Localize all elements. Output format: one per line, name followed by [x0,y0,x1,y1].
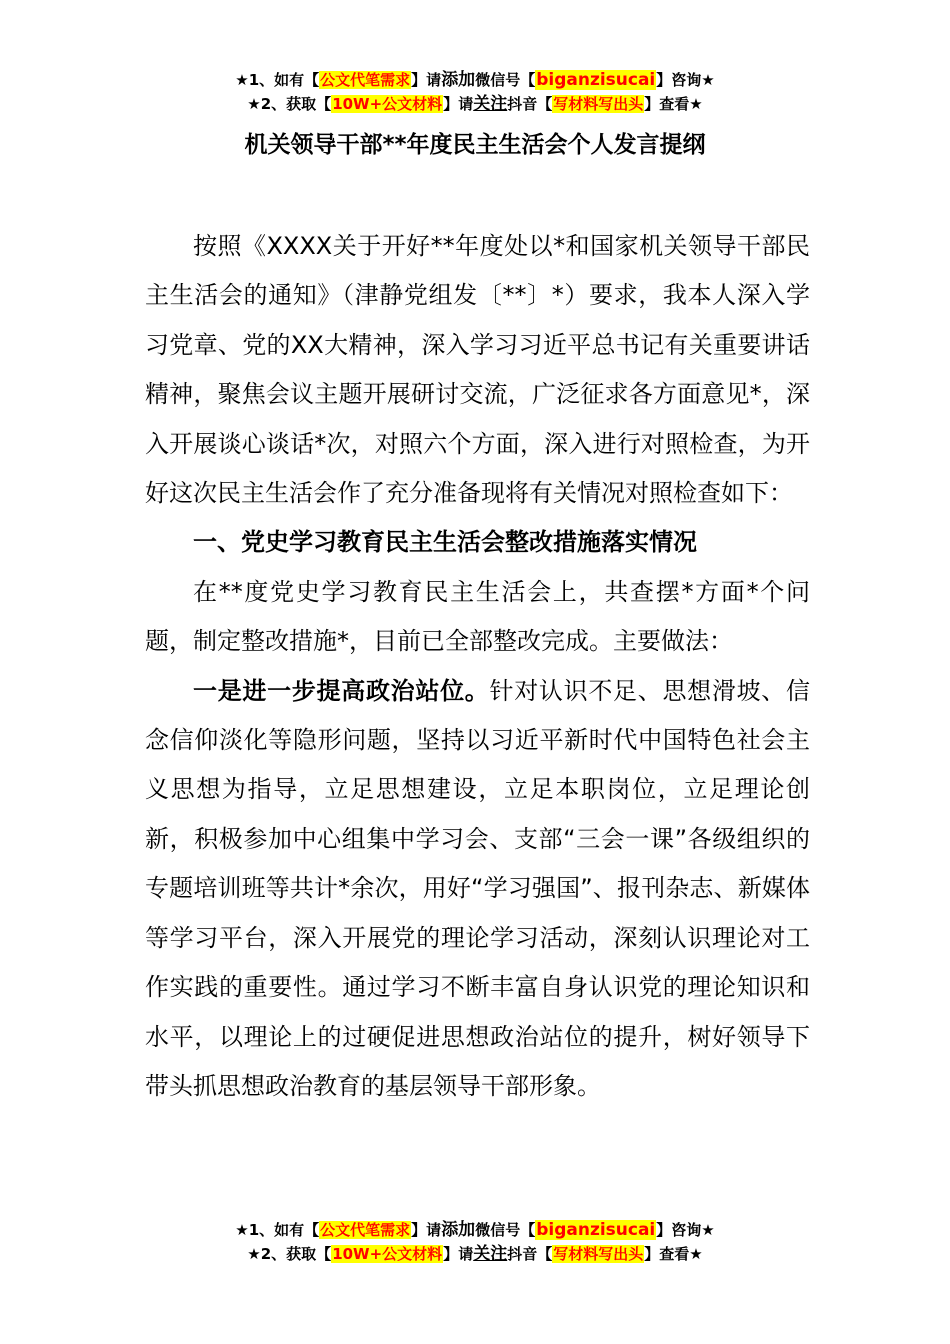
highlight-materials: 10W+公文材料 [332,95,443,113]
summary-paragraph: 在**度党史学习教育民主生活会上，共查摆*方面*个问题，制定整改措施*，目前已全部整改完成。主要做法： [145,577,810,656]
emphasis-text: 关注 [473,94,508,114]
highlight-materials: 10W+公文材料 [332,1245,443,1263]
promo-text: 抖音【 [507,95,553,113]
measure-paragraph [145,667,810,1112]
document-body [145,222,810,1111]
highlight-wechat-id: biganzisucai [536,70,656,90]
promo-line-1 [0,1218,950,1242]
promo-text: 】查看★ [644,1245,703,1263]
highlight-service: 公文代笔需求 [320,1221,411,1239]
intro-paragraph: 按照《XXXX关于开好**年度处以*和国家机关领导干部民主生活会的通知》（津静党组发〔**〕*）要求，我本人深入学习党章、党的XX大精神，深入学习习近平总书记有关重要讲话精神，聚焦会议主题开展研讨交流，广泛征求各方面意见*，深入开展谈心谈话*次，对照六个方面，深入进行对照检查，为开好这次民主生活会作了充分准备现将有关情况对照检查如下： [145,232,810,508]
highlight-douyin-account: 写材料写出头 [553,95,644,113]
promo-text: 1、如有【 [248,71,320,89]
promo-text: 】请 [411,71,442,89]
emphasis-text: 添加 [441,1220,476,1240]
promo-line-2 [0,92,950,116]
star-icon: ★ [247,1245,261,1263]
star-icon: ★ [235,71,249,89]
promo-text: 】咨询★ [656,1221,715,1239]
highlight-service: 公文代笔需求 [320,71,411,89]
promo-text: 1、如有【 [248,1221,320,1239]
emphasis-text: 关注 [473,1244,508,1264]
highlight-douyin-account: 写材料写出头 [553,1245,644,1263]
promo-text: 】咨询★ [656,71,715,89]
promo-text: 微信号【 [475,1221,536,1239]
promo-text: 】请 [443,1245,474,1263]
star-icon: ★ [247,95,261,113]
bottom-promo-banner [0,1218,950,1266]
emphasis-text: 添加 [441,70,476,90]
document-title: 机关领导干部**年度民主生活会个人发言提纲 [244,132,706,158]
promo-text: 抖音【 [507,1245,553,1263]
promo-text: 2、获取【 [260,1245,332,1263]
measure-lead: 一是进一步提高政治站位。 [193,676,490,705]
measure-body: 针对认识不足、思想滑坡、信念信仰淡化等隐形问题，坚持以习近平新时代中国特色社会主义思想为指导，立足思想建设，立足本职岗位，立足理论创新，积极参加中心组集中学习会、支部“三会一课”各级组织的专题培训班等共计*余次，用好“学习强国”、报刊杂志、新媒体等学习平台，深入开展党的理论学习活动，深刻认识理论对工作实践的重要性。通过学习不断丰富自身认识党的理论知识和水平，以理论上的过硬促进思想政治站位的提升，树好领导下带头抓思想政治教育的基层领导干部形象。 [145,676,810,1100]
highlight-wechat-id: biganzisucai [536,1220,656,1240]
section-heading: 一、党史学习教育民主生活会整改措施落实情况 [193,528,697,557]
promo-line-2 [0,1242,950,1266]
star-icon: ★ [235,1221,249,1239]
promo-line-1 [0,68,950,92]
promo-text: 2、获取【 [260,95,332,113]
top-promo-banner [0,68,950,116]
promo-text: 】请 [443,95,474,113]
promo-text: 】请 [411,1221,442,1239]
promo-text: 】查看★ [644,95,703,113]
promo-text: 微信号【 [475,71,536,89]
